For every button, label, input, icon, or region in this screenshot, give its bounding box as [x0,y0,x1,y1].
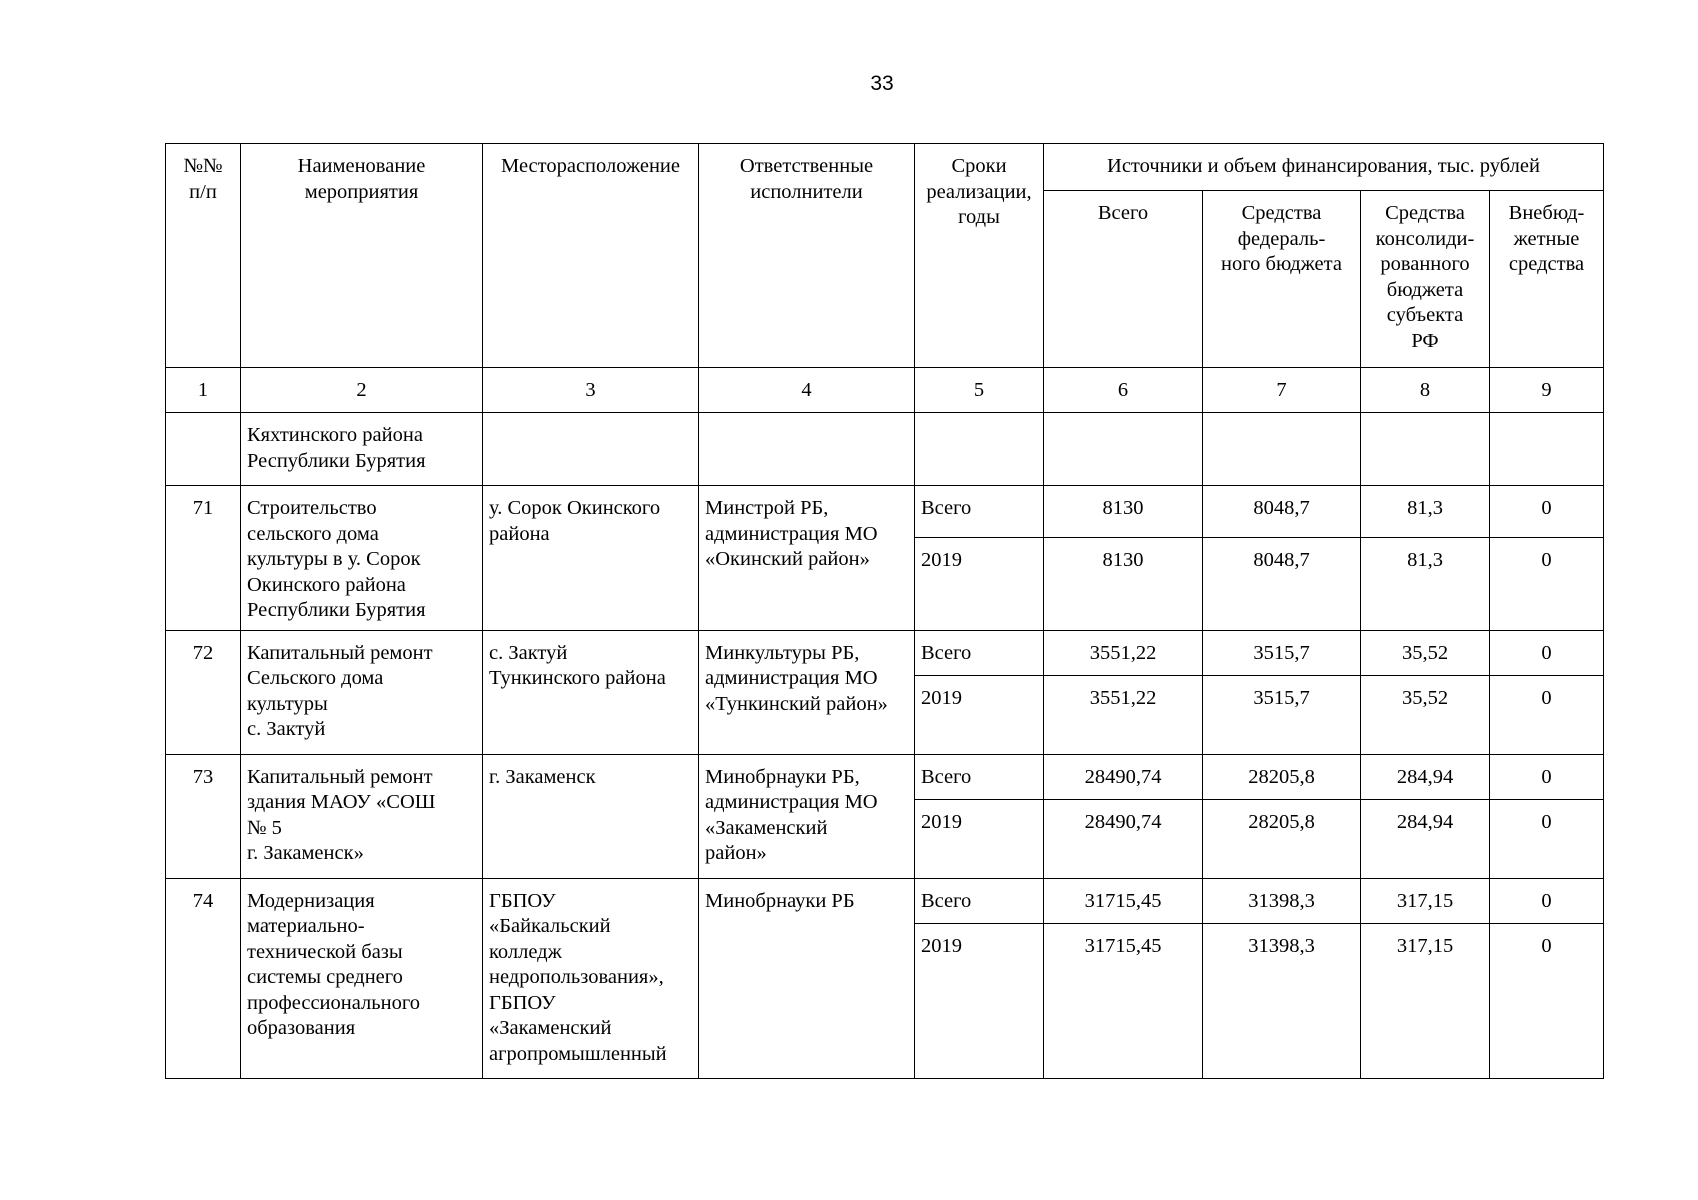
amount-total: 28490,74 [1044,754,1203,799]
amount-regional: 317,15 [1361,923,1490,1078]
period: Всего [915,878,1044,923]
empty-cell [1361,413,1490,486]
header-financing-group: Источники и объем финансирования, тыс. рублей [1044,144,1604,191]
column-number: 4 [699,368,915,413]
table-row [166,754,1604,799]
amount-federal: 28205,8 [1203,799,1361,878]
header-extrabudget: Внебюд- жетные средства [1490,191,1604,368]
table-row [166,630,1604,675]
empty-cell [483,413,699,486]
amount-regional: 81,3 [1361,486,1490,538]
empty-cell [1490,413,1604,486]
amount-regional: 35,52 [1361,675,1490,754]
period: 2019 [915,675,1044,754]
location: у. Сорок Окинского района [483,486,699,631]
amount-federal: 28205,8 [1203,754,1361,799]
table-row [166,486,1604,538]
table-row [166,878,1604,923]
responsible: Минстрой РБ, администрация МО «Окинский район» [699,486,915,631]
column-number: 9 [1490,368,1604,413]
amount-federal: 31398,3 [1203,878,1361,923]
column-number: 7 [1203,368,1361,413]
header-number: №№ п/п [166,144,241,368]
column-number: 1 [166,368,241,413]
amount-total: 8130 [1044,538,1203,630]
empty-cell [166,413,241,486]
event-name: Кяхтинского района Республики Бурятия [241,413,483,486]
period: 2019 [915,799,1044,878]
page-number: 33 [870,72,894,95]
amount-extrabudget: 0 [1490,630,1604,675]
responsible: Минобрнауки РБ, администрация МО «Закаменский район» [699,754,915,878]
amount-regional: 317,15 [1361,878,1490,923]
amount-regional: 35,52 [1361,630,1490,675]
amount-extrabudget: 0 [1490,538,1604,630]
header-row [166,144,1604,191]
responsible: Минкультуры РБ, администрация МО «Тункинский район» [699,630,915,754]
location: г. Закаменск [483,754,699,878]
column-number-row [166,368,1604,413]
amount-extrabudget: 0 [1490,923,1604,1078]
location: с. Зактуй Тункинского района [483,630,699,754]
empty-cell [1044,413,1203,486]
empty-cell [915,413,1044,486]
row-number: 74 [166,878,241,1078]
amount-total: 31715,45 [1044,878,1203,923]
column-number: 6 [1044,368,1203,413]
column-number: 3 [483,368,699,413]
event-name: Капитальный ремонт Сельского дома культуры с. Зактуй [241,630,483,754]
location: ГБПОУ «Байкальский колледж недропользования», ГБПОУ «Закаменский агропромышленный [483,878,699,1078]
amount-regional: 284,94 [1361,754,1490,799]
amount-total: 3551,22 [1044,630,1203,675]
event-name: Строительство сельского дома культуры в у. Сорок Окинского района Республики Бурятия [241,486,483,631]
column-number: 2 [241,368,483,413]
header-responsible: Ответственные исполнители [699,144,915,368]
column-number: 8 [1361,368,1490,413]
continuation-row [166,413,1604,486]
amount-extrabudget: 0 [1490,754,1604,799]
header-location: Месторасположение [483,144,699,368]
period: Всего [915,486,1044,538]
period: 2019 [915,923,1044,1078]
amount-federal: 8048,7 [1203,486,1361,538]
amount-extrabudget: 0 [1490,675,1604,754]
header-regional: Средства консолиди- рованного бюджета субъекта РФ [1361,191,1490,368]
amount-federal: 3515,7 [1203,675,1361,754]
amount-federal: 8048,7 [1203,538,1361,630]
financing-table [165,143,1604,1079]
amount-extrabudget: 0 [1490,799,1604,878]
amount-regional: 284,94 [1361,799,1490,878]
amount-federal: 31398,3 [1203,923,1361,1078]
amount-total: 31715,45 [1044,923,1203,1078]
column-number: 5 [915,368,1044,413]
header-total: Всего [1044,191,1203,368]
empty-cell [699,413,915,486]
event-name: Модернизация материально- технической базы системы среднего профессионального образования [241,878,483,1078]
amount-total: 8130 [1044,486,1203,538]
row-number: 72 [166,630,241,754]
amount-extrabudget: 0 [1490,486,1604,538]
amount-federal: 3515,7 [1203,630,1361,675]
amount-regional: 81,3 [1361,538,1490,630]
row-number: 71 [166,486,241,631]
header-event-name: Наименование мероприятия [241,144,483,368]
period: Всего [915,630,1044,675]
header-period: Сроки реализации, годы [915,144,1044,368]
event-name: Капитальный ремонт здания МАОУ «СОШ № 5 г. Закаменск» [241,754,483,878]
responsible: Минобрнауки РБ [699,878,915,1078]
period: Всего [915,754,1044,799]
amount-total: 3551,22 [1044,675,1203,754]
header-federal: Средства федераль- ного бюджета [1203,191,1361,368]
empty-cell [1203,413,1361,486]
row-number: 73 [166,754,241,878]
amount-extrabudget: 0 [1490,878,1604,923]
amount-total: 28490,74 [1044,799,1203,878]
period: 2019 [915,538,1044,630]
